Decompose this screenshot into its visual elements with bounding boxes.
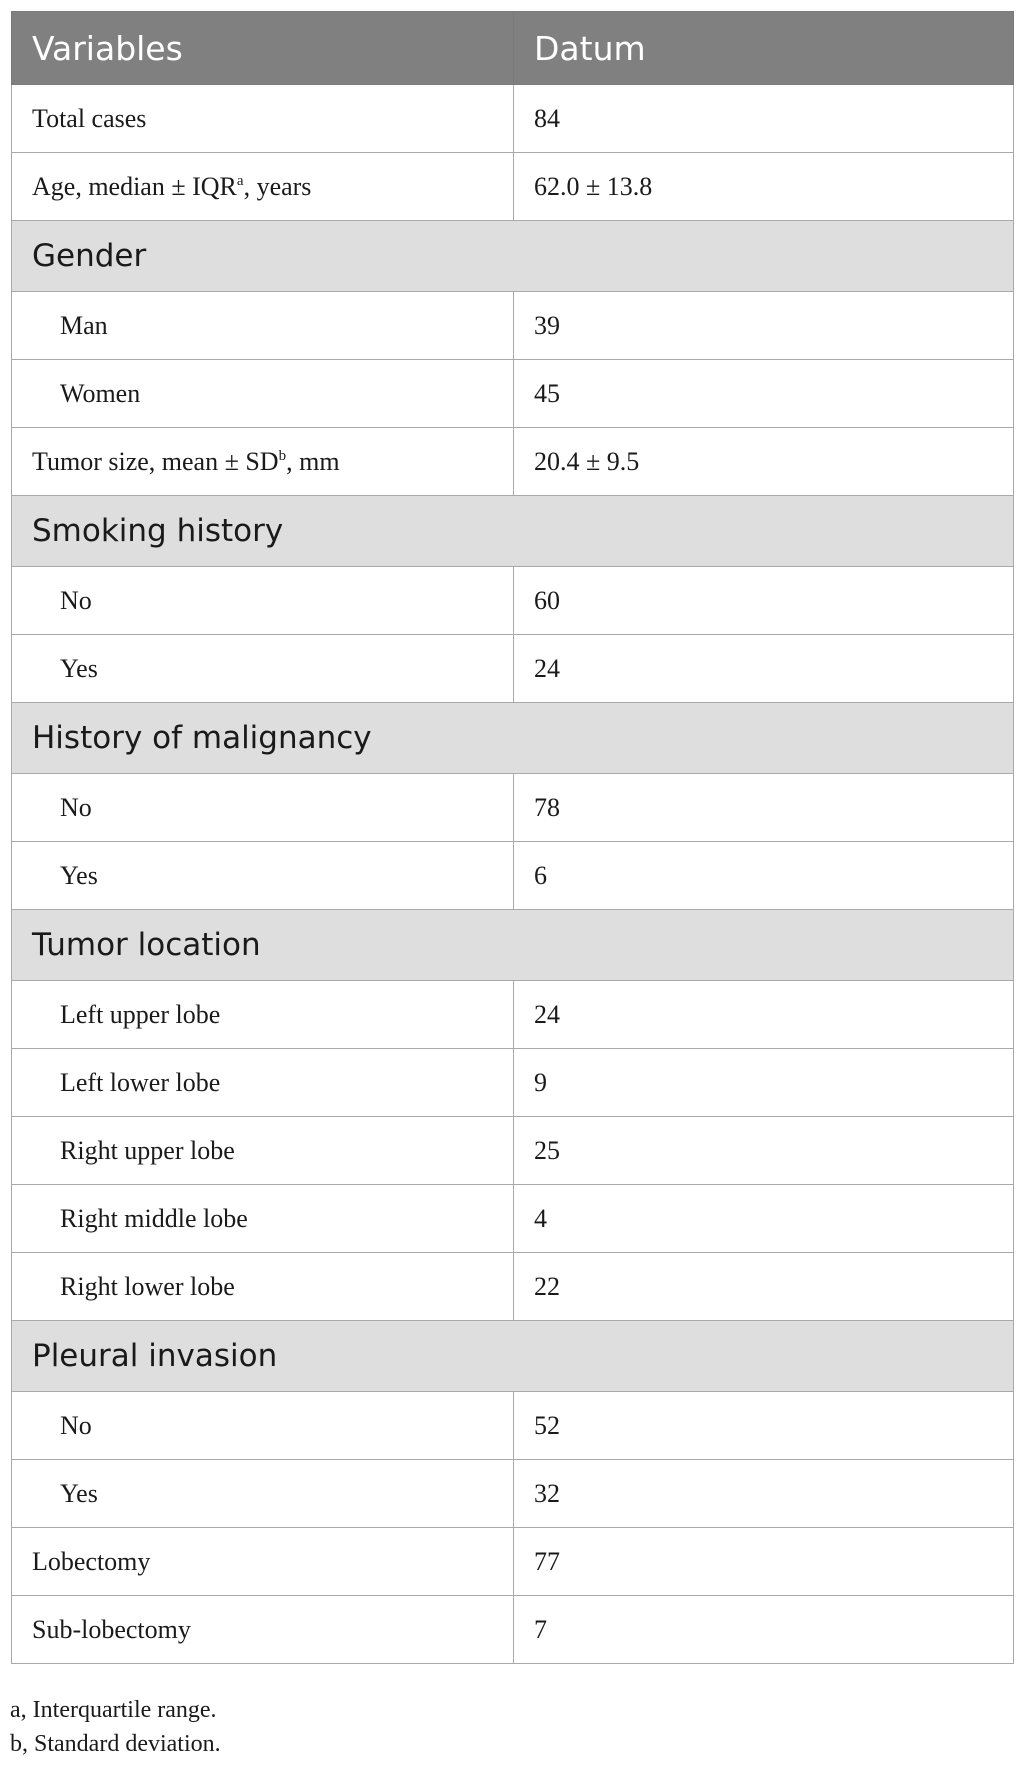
row-value: 78	[514, 774, 1014, 842]
footnote-b: b, Standard deviation.	[10, 1731, 221, 1757]
row-value: 24	[514, 635, 1014, 703]
header-datum: Datum	[514, 12, 1014, 85]
row-label: Lobectomy	[12, 1528, 514, 1596]
row-label: No	[12, 1392, 514, 1460]
table-row	[12, 1253, 1014, 1321]
section-title: Pleural invasion	[12, 1321, 1014, 1392]
row-value: 24	[514, 981, 1014, 1049]
table-row	[12, 1460, 1014, 1528]
tumor-size-label: Tumor size, mean ± SD	[32, 446, 279, 476]
table-row	[12, 774, 1014, 842]
table-row	[12, 292, 1014, 360]
row-value: 20.4 ± 9.5	[514, 428, 1014, 496]
section-row-location	[12, 910, 1014, 981]
row-value: 25	[514, 1117, 1014, 1185]
row-label: Man	[12, 292, 514, 360]
table-row	[12, 360, 1014, 428]
row-value: 77	[514, 1528, 1014, 1596]
table-row	[12, 567, 1014, 635]
row-label	[12, 153, 514, 221]
row-value: 52	[514, 1392, 1014, 1460]
row-label: Left upper lobe	[12, 981, 514, 1049]
row-value: 7	[514, 1596, 1014, 1664]
tumor-size-unit: , mm	[286, 446, 340, 476]
age-label: Age, median ± IQR	[32, 171, 237, 201]
section-title: Tumor location	[12, 910, 1014, 981]
section-title: History of malignancy	[12, 703, 1014, 774]
footnote-a: a, Interquartile range.	[10, 1697, 217, 1723]
table-header-row	[12, 12, 1014, 85]
row-value: 9	[514, 1049, 1014, 1117]
section-row-gender	[12, 221, 1014, 292]
row-label	[12, 428, 514, 496]
row-value: 39	[514, 292, 1014, 360]
table-row	[12, 842, 1014, 910]
header-variables: Variables	[12, 12, 514, 85]
table-row	[12, 1117, 1014, 1185]
row-value: 60	[514, 567, 1014, 635]
row-label: Right upper lobe	[12, 1117, 514, 1185]
row-label: Yes	[12, 1460, 514, 1528]
row-label: Yes	[12, 842, 514, 910]
age-unit: , years	[243, 171, 312, 201]
row-label: Total cases	[12, 85, 514, 153]
row-value: 6	[514, 842, 1014, 910]
row-label: Women	[12, 360, 514, 428]
table-row	[12, 1528, 1014, 1596]
row-label: No	[12, 567, 514, 635]
row-value: 45	[514, 360, 1014, 428]
row-value: 84	[514, 85, 1014, 153]
row-value: 4	[514, 1185, 1014, 1253]
footnote-marker-b: b	[278, 447, 287, 464]
table-row	[12, 1392, 1014, 1460]
row-value: 32	[514, 1460, 1014, 1528]
row-label: Left lower lobe	[12, 1049, 514, 1117]
table-footnotes	[10, 1693, 221, 1761]
table-row	[12, 85, 1014, 153]
section-title: Gender	[12, 221, 1014, 292]
table-row	[12, 153, 1014, 221]
section-title: Smoking history	[12, 496, 1014, 567]
table-row	[12, 428, 1014, 496]
section-row-pleural	[12, 1321, 1014, 1392]
characteristics-table-container	[11, 11, 1013, 1664]
table-row	[12, 1049, 1014, 1117]
row-label: Right lower lobe	[12, 1253, 514, 1321]
row-label: Sub-lobectomy	[12, 1596, 514, 1664]
table-row	[12, 1596, 1014, 1664]
row-label: Yes	[12, 635, 514, 703]
table-row	[12, 1185, 1014, 1253]
row-label: Right middle lobe	[12, 1185, 514, 1253]
row-value: 62.0 ± 13.8	[514, 153, 1014, 221]
table-row	[12, 981, 1014, 1049]
characteristics-table	[11, 11, 1014, 1664]
section-row-smoking	[12, 496, 1014, 567]
row-label: No	[12, 774, 514, 842]
row-value: 22	[514, 1253, 1014, 1321]
section-row-malignancy	[12, 703, 1014, 774]
footnote-marker-a: a	[236, 172, 244, 189]
table-row	[12, 635, 1014, 703]
